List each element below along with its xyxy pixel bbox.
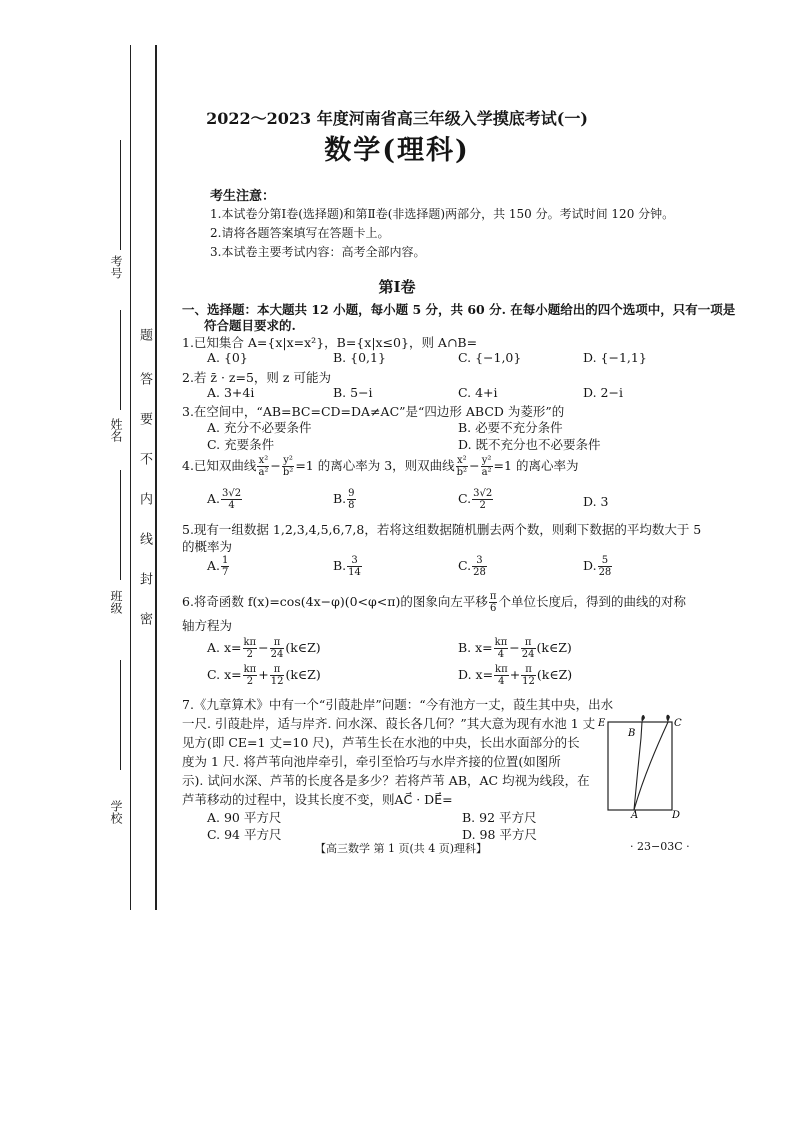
q3-option-d[interactable]: D. 既不充分也不必要条件 [458,437,601,452]
section-title: 第Ⅰ卷 [378,278,416,296]
class-label: 班级 [109,590,123,614]
q6-option-a[interactable]: A. x= $\frac{k\pi}{2}$ − $\frac{\pi}{24}$ (k∈Z) [207,637,321,660]
q2-option-b[interactable]: B. 5−i [333,385,373,400]
q3-option-a[interactable]: A. 充分不必要条件 [207,420,312,435]
section-instruction: 一、选择题：本大题共 12 小题，每小题 5 分，共 60 分. 在每小题给出的四个选项中，只有一项是 [182,302,736,317]
page-footer: 【高三数学 第 1 页(共 4 页)理科】 [315,842,488,855]
q6-option-d[interactable]: D. x= $\frac{k\pi}{4}$ + $\frac{\pi}{12}$ (k∈Z) [458,664,573,687]
q3-option-b[interactable]: B. 必要不充分条件 [458,420,563,435]
q4-option-a[interactable]: A. $\frac{3√2}{4}$ [207,488,242,511]
notice-item: 3.本试卷主要考试内容：高考全部内容。 [210,245,426,259]
reed-leaves [641,715,670,722]
seal-char: 线 [137,532,152,545]
fraction: $\frac{\text{y²}}{\text{a²}}$ [481,455,492,478]
notice-item: 1.本试卷分第Ⅰ卷(选择题)和第Ⅱ卷(非选择题)两部分，共 150 分。考试时间 120 分钟。 [210,207,675,221]
school-label: 学校 [109,800,123,824]
question-7-line: 芦苇移动的过程中，设其长度不变，则AC⃗ · DE⃗= [182,792,453,807]
fraction: $\frac{\text{x²}}{\text{a²}}$ [258,455,269,478]
point-d-label: D [672,810,681,818]
point-a-label: A [631,810,639,818]
question-3-stem: 3.在空间中，“AB=BC=CD=DA≠AC”是“四边形 ABCD 为菱形”的 [182,404,565,419]
class-line[interactable] [120,470,121,580]
q4-option-b[interactable]: B. $\frac{9}{8}$ [333,488,355,511]
q5-option-d[interactable]: D. $\frac{5}{28}$ [583,555,612,578]
point-c-label: C [674,718,682,729]
binding-line-inner [130,45,131,910]
question-4-stem: 4.已知双曲线 $\frac{\text{x²}}{\text{a²}}$ − $\frac{\text{y²}}{\text{b²}}$ =1 的离心率为 3，则双曲线 $\frac{\text{x²}}{\text{b²}}$ − $\frac{\text{y²}}{\text{a²}}$ =1 的离心率为 [182,455,579,478]
q2-option-c[interactable]: C. 4+i [458,385,498,400]
q1-option-b[interactable]: B. {0,1} [333,350,386,365]
reed-ac [634,722,668,810]
notice-item: 2.请将各题答案填写在答题卡上。 [210,226,390,240]
q7-option-c[interactable]: C. 94 平方尺 [207,827,282,842]
section-instruction-cont: 符合题目要求的. [204,318,296,333]
q5-option-c[interactable]: C. $\frac{3}{28}$ [458,555,486,578]
question-5-line2: 的概率为 [182,539,233,554]
question-5-line1: 5.现有一组数据 1,2,3,4,5,6,7,8，若将这组数据随机删去两个数，则剩下数据的平均数大于 5 [182,522,702,537]
q1-option-d[interactable]: D. {−1,1} [583,350,647,365]
q7-option-b[interactable]: B. 92 平方尺 [462,810,537,825]
seal-char: 内 [137,492,152,505]
q1-option-c[interactable]: C. {−1,0} [458,350,522,365]
seal-char: 要 [137,412,152,425]
q7-option-d[interactable]: D. 98 平方尺 [462,827,537,842]
seal-char: 答 [137,372,152,385]
name-label: 姓名 [109,418,123,442]
q2-option-a[interactable]: A. 3+4i [207,385,255,400]
question-7-line: 度为 1 尺. 将芦苇向池岸牵引，牵引至恰巧与水岸齐接的位置(如图所 [182,754,561,769]
paper-code: · 23−03C · [630,840,690,853]
seal-char: 不 [137,452,152,465]
point-b-label: B [628,728,636,739]
question-7-line: 见方(即 CE=1 丈=10 尺)，芦苇生长在水池的中央，长出水面部分的长 [182,735,580,750]
q4-option-c[interactable]: C. $\frac{3√2}{2}$ [458,488,493,511]
notice-heading: 考生注意： [210,189,276,204]
subject-title: 数学(理科) [324,135,470,166]
candidate-no-label: 考号 [109,255,123,279]
exam-title: 2022～2023 年度河南省高三年级入学摸底考试(一) [206,109,588,128]
q4-option-d[interactable]: D. 3 [583,494,609,509]
q7-option-a[interactable]: A. 90 平方尺 [207,810,282,825]
question-2-stem: 2.若 z̄ · z=5，则 z 可能为 [182,370,331,385]
school-line[interactable] [120,660,121,770]
q3-option-c[interactable]: C. 充要条件 [207,437,275,452]
seal-char: 封 [137,572,152,585]
fraction: $\frac{\text{y²}}{\text{b²}}$ [282,455,294,478]
binding-line-outer [155,45,157,910]
pond-reed-figure [598,708,688,818]
name-line[interactable] [120,310,121,410]
q5-option-a[interactable]: A. $\frac{1}{7}$ [207,555,229,578]
question-7-line: 7.《九章算术》中有一个“引葭赴岸”问题：“今有池方一丈，葭生其中央，出水 [182,697,614,712]
seal-char: 密 [137,612,152,625]
question-6-line1: 6.将奇函数 f(x)=cos(4x−φ)(0<φ<π)的图象向左平移 $\frac{\pi}{6}$ 个单位长度后，得到的曲线的对称 [182,591,686,614]
q5-option-b[interactable]: B. $\frac{3}{14}$ [333,555,361,578]
question-1-stem: 1.已知集合 A={x|x=x²}，B={x|x≤0}，则 A∩B= [182,335,478,350]
q6-option-b[interactable]: B. x= $\frac{k\pi}{4}$ − $\frac{\pi}{24}$ (k∈Z) [458,637,572,660]
q6-option-c[interactable]: C. x= $\frac{k\pi}{2}$ + $\frac{\pi}{12}$ (k∈Z) [207,664,321,687]
q2-option-d[interactable]: D. 2−i [583,385,623,400]
q4-text-b: =1 的离心率为 3，则双曲线 [295,458,455,473]
question-6-line2: 轴方程为 [182,618,233,633]
fraction: $\frac{\text{x²}}{\text{b²}}$ [456,455,468,478]
q1-option-a[interactable]: A. {0} [207,350,248,365]
question-7-line: 示). 试问水深、芦苇的长度各是多少？若将芦苇 AB，AC 均视为线段，在 [182,773,590,788]
point-e-label: E [598,718,606,729]
q4-text-c: =1 的离心率为 [493,458,579,473]
q4-text-a: 4.已知双曲线 [182,458,257,473]
question-7-line: 一尺. 引葭赴岸，适与岸齐. 问水深、葭长各几何？”其大意为现有水池 1 丈 [182,716,596,731]
seal-char: 题 [137,328,152,341]
